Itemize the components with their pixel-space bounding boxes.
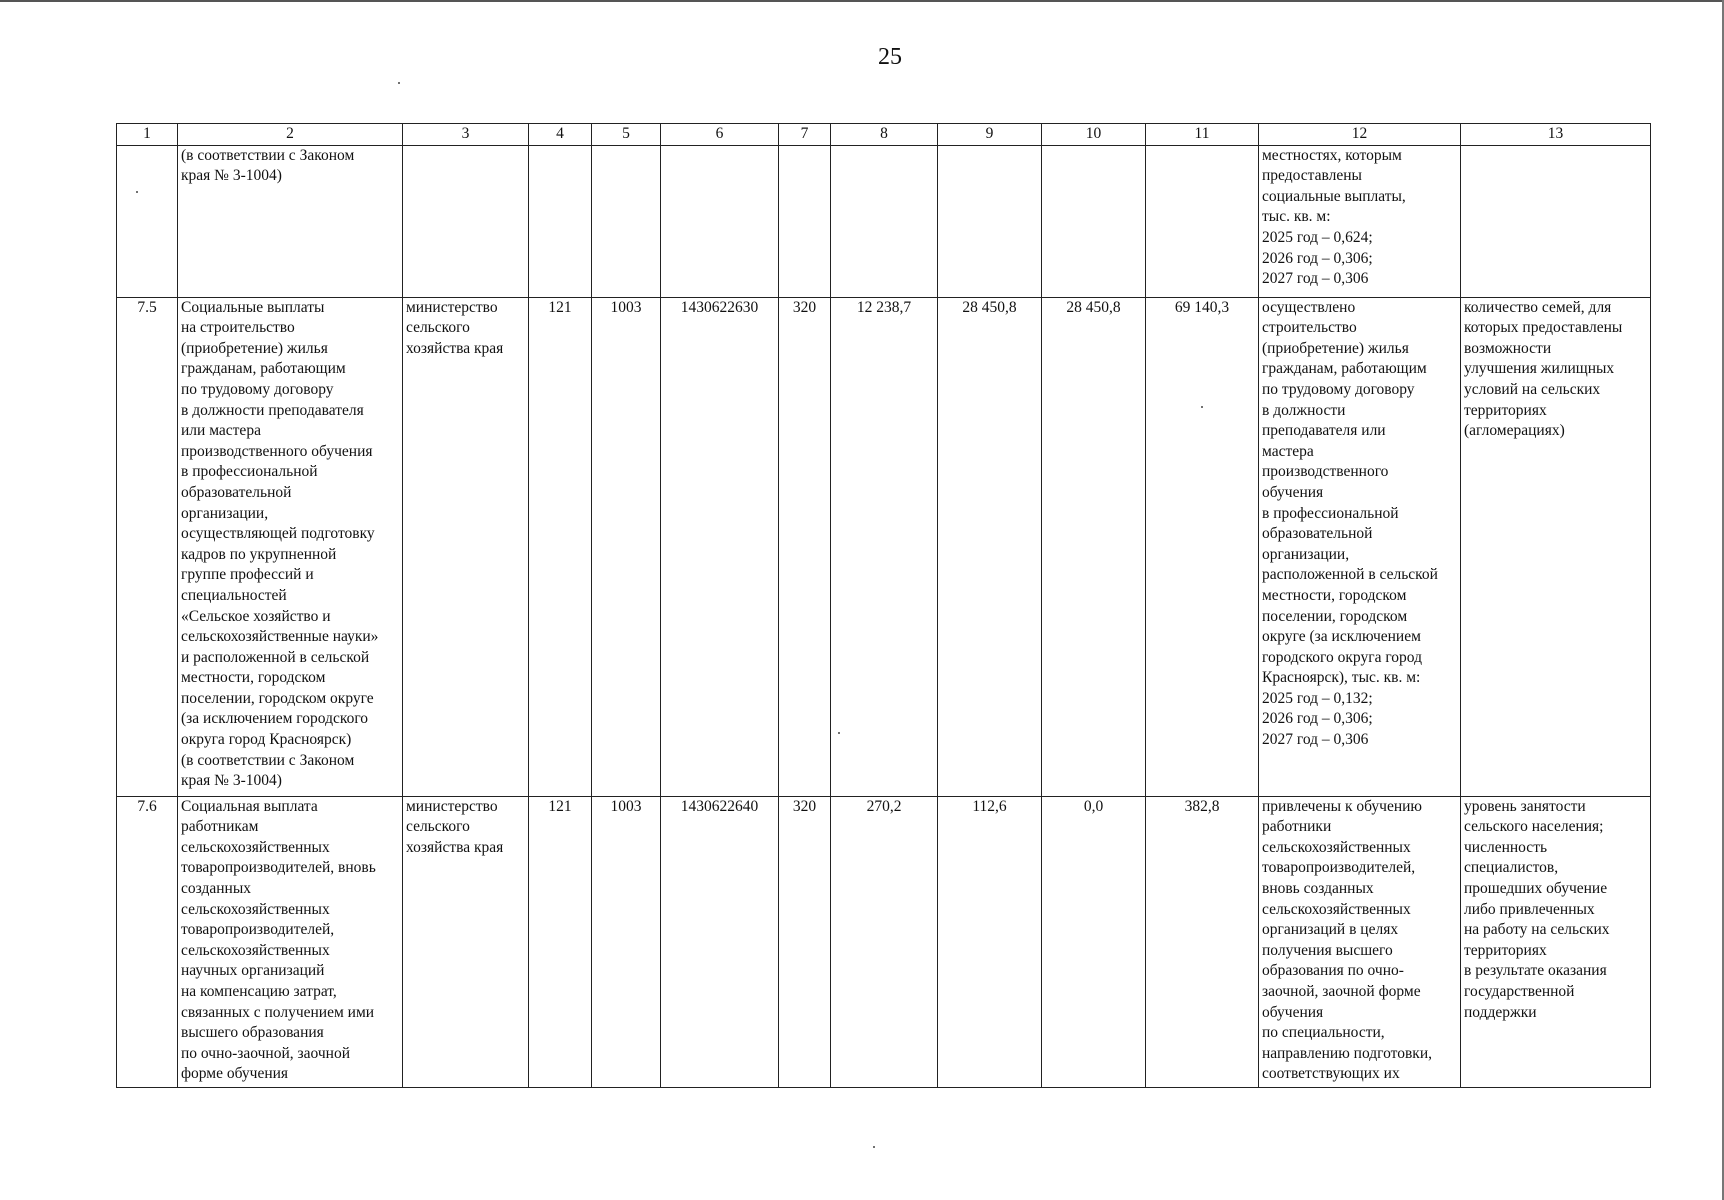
cell-indicator: [1461, 145, 1651, 297]
table-row-7-5: [117, 297, 1651, 796]
column-number-8: 8: [831, 124, 938, 146]
cell-measure-name: (в соответствии с Законом края № 3-1004): [178, 145, 403, 297]
cell-amount-2026: 28 450,8: [938, 297, 1042, 796]
cell-executor: [403, 145, 529, 297]
cell-expected-result: местностях, которым предоставлены социальные выплаты, тыс. кв. м: 2025 год – 0,624; 2026 год – 0,306; 2027 год – 0,306: [1259, 145, 1461, 297]
cell-section-code: 1003: [592, 297, 661, 796]
cell-executor: министерство сельского хозяйства края: [403, 796, 529, 1087]
cell-indicator: количество семей, для которых предоставлены возможности улучшения жилищных условий на сельских территориях (агломерациях): [1461, 297, 1651, 796]
column-number-13: 13: [1461, 124, 1651, 146]
cell-grbs-code: [529, 145, 592, 297]
cell-section-code: [592, 145, 661, 297]
column-number-3: 3: [403, 124, 529, 146]
cell-item-number: 7.5: [117, 297, 178, 796]
column-number-4: 4: [529, 124, 592, 146]
cell-indicator: уровень занятости сельского населения; численность специалистов, прошедших обучение либо привлеченных на работу на сельских территориях в результате оказания государственной поддержки: [1461, 796, 1651, 1087]
cell-expense-type: 320: [779, 796, 831, 1087]
scan-speck: [873, 1146, 875, 1148]
table-row-continuation: [117, 145, 1651, 297]
cell-expense-type: [779, 145, 831, 297]
cell-item-number: 7.6: [117, 796, 178, 1087]
cell-grbs-code: 121: [529, 297, 592, 796]
program-measures-table: [116, 123, 1651, 1088]
cell-target-article: [661, 145, 779, 297]
cell-item-number: [117, 145, 178, 297]
table-row-7-6: [117, 796, 1651, 1087]
column-number-11: 11: [1146, 124, 1259, 146]
cell-target-article: 1430622640: [661, 796, 779, 1087]
cell-amount-2026: [938, 145, 1042, 297]
page-number: 25: [878, 44, 902, 70]
cell-amount-total: 69 140,3: [1146, 297, 1259, 796]
cell-amount-2025: [831, 145, 938, 297]
column-number-1: 1: [117, 124, 178, 146]
column-number-5: 5: [592, 124, 661, 146]
column-number-row: [117, 124, 1651, 146]
cell-amount-total: 382,8: [1146, 796, 1259, 1087]
cell-target-article: 1430622630: [661, 297, 779, 796]
cell-expected-result: осуществлено строительство (приобретение) жилья гражданам, работающим по трудовому договору в должности преподавателя или мастера производственного обучения в профессиональной образовательной организации, расположенной в сельской местности, городском поселении, городском округе (за исключением городского округа город Красноярск), тыс. кв. м: 2025 год – 0,132; 2026 год – 0,306; 2027 год – 0,306: [1259, 297, 1461, 796]
cell-grbs-code: 121: [529, 796, 592, 1087]
cell-amount-2025: 270,2: [831, 796, 938, 1087]
cell-amount-2026: 112,6: [938, 796, 1042, 1087]
cell-amount-2027: [1042, 145, 1146, 297]
column-number-9: 9: [938, 124, 1042, 146]
column-number-2: 2: [178, 124, 403, 146]
column-number-6: 6: [661, 124, 779, 146]
cell-expense-type: 320: [779, 297, 831, 796]
scan-top-edge: [0, 0, 1724, 2]
cell-amount-total: [1146, 145, 1259, 297]
cell-measure-name: Социальные выплаты на строительство (приобретение) жилья гражданам, работающим по трудовому договору в должности преподавателя или мастера производственного обучения в профессиональной образовательной организации, осуществляющей подготовку кадров по укрупненной группе профессий и специальностей «Сельское хозяйство и сельскохозяйственные науки» и расположенной в сельской местности, городском поселении, городском округе (за исключением городского округа город Красноярск) (в соответствии с Законом края № 3-1004): [178, 297, 403, 796]
cell-executor: министерство сельского хозяйства края: [403, 297, 529, 796]
cell-amount-2025: 12 238,7: [831, 297, 938, 796]
cell-measure-name: Социальная выплата работникам сельскохозяйственных товаропроизводителей, вновь созданных сельскохозяйственных товаропроизводителей, сельскохозяйственных научных организаций на компенсацию затрат, связанных с получением ими высшего образования по очно-заочной, заочной форме обучения: [178, 796, 403, 1087]
cell-section-code: 1003: [592, 796, 661, 1087]
column-number-7: 7: [779, 124, 831, 146]
scan-speck: [398, 82, 400, 84]
cell-expected-result: привлечены к обучению работники сельскохозяйственных товаропроизводителей, вновь созданных сельскохозяйственных организаций в целях получения высшего образования по очно- заочной, заочной форме обучения по специальности, направлению подготовки, соответствующих их: [1259, 796, 1461, 1087]
cell-amount-2027: 28 450,8: [1042, 297, 1146, 796]
column-number-12: 12: [1259, 124, 1461, 146]
column-number-10: 10: [1042, 124, 1146, 146]
cell-amount-2027: 0,0: [1042, 796, 1146, 1087]
